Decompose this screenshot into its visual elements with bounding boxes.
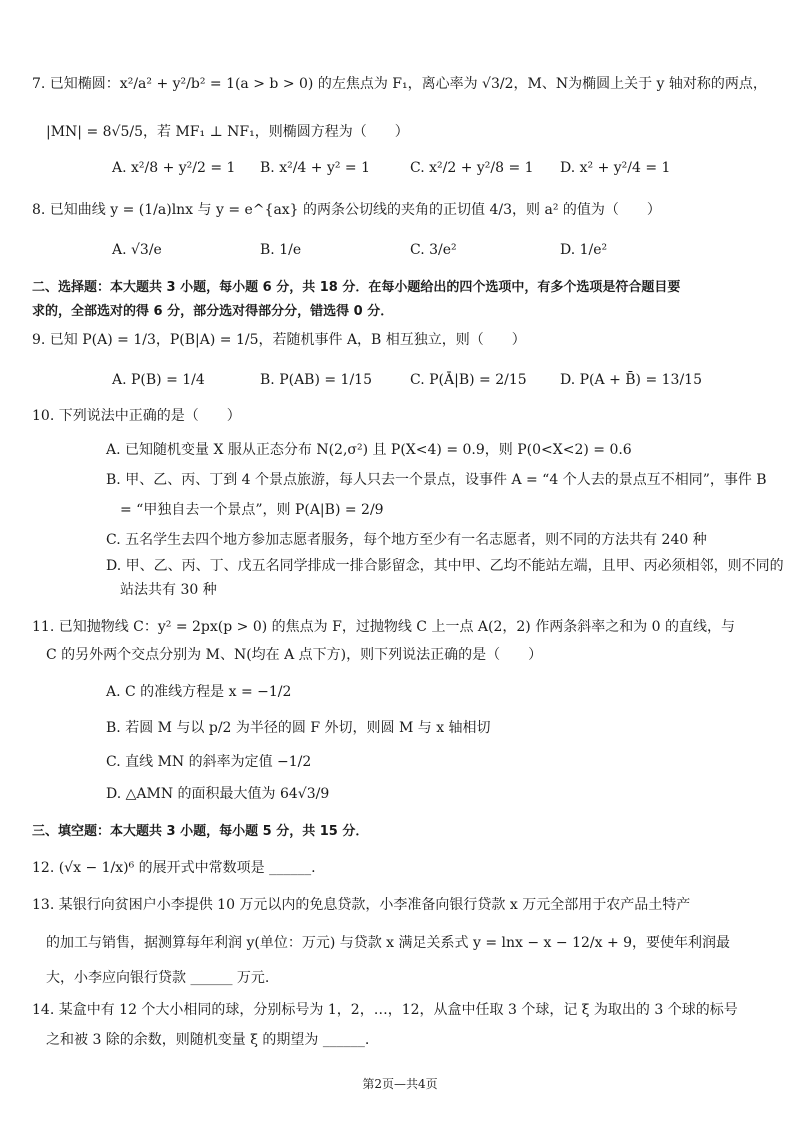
q11-option-a: A. C 的准线方程是 x = −1/2 xyxy=(106,684,292,700)
page-footer: 第2页—共4页 xyxy=(362,1077,438,1091)
q7-stem-line1: 7. 已知椭圆：x²/a² + y²/b² = 1(a > b > 0) 的左焦点为 F₁，离心率为 √3/2，M、N为椭圆上关于 y 轴对称的两点， xyxy=(32,76,767,92)
q11-stem-line1: 11. 已知抛物线 C：y² = 2px(p > 0) 的焦点为 F，过抛物线 C 上一点 A(2，2) 作两条斜率之和为 0 的直线，与 xyxy=(32,619,735,635)
q11-stem-line2: C 的另外两个交点分别为 M、N(均在 A 点下方)，则下列说法正确的是（ ） xyxy=(46,647,543,663)
q8-option-a: A. √3/e xyxy=(112,242,162,258)
section2-heading-line2: 求的，全部选对的得 6 分，部分选对得部分分，错选得 0 分． xyxy=(32,304,394,319)
section2-heading-line1: 二、选择题：本大题共 3 小题，每小题 6 分，共 18 分．在每小题给出的四个选项中，有多个选项是符合题目要 xyxy=(32,280,681,295)
q10-option-d-line1: D. 甲、乙、丙、丁、戊五名同学排成一排合影留念，其中甲、乙均不能站左端，且甲、丙必须相邻，则不同的 xyxy=(106,558,784,574)
q9-option-a: A. P(B) = 1/4 xyxy=(112,372,205,388)
section3-heading: 三、填空题：本大题共 3 小题，每小题 5 分，共 15 分． xyxy=(32,824,369,839)
q8-option-c: C. 3/e² xyxy=(410,242,457,258)
q10-option-a: A. 已知随机变量 X 服从正态分布 N(2,σ²) 且 P(X<4) = 0.9，则 P(0<X<2) = 0.6 xyxy=(106,442,632,458)
q12-stem: 12. (√x − 1/x)⁶ 的展开式中常数项是 ______. xyxy=(32,860,316,876)
q8-option-d: D. 1/e² xyxy=(560,242,608,258)
q10-stem-line1: 10. 下列说法中正确的是（ ） xyxy=(32,408,241,424)
q13-stem-line3: 大，小李应向银行贷款 ______ 万元. xyxy=(46,970,270,986)
q7-stem-line2: |MN| = 8√5/5，若 MF₁ ⊥ NF₁，则椭圆方程为（ ） xyxy=(46,124,409,140)
q11-option-c: C. 直线 MN 的斜率为定值 −1/2 xyxy=(106,754,312,770)
q8-stem-line1: 8. 已知曲线 y = (1/a)lnx 与 y = e^{ax} 的两条公切线的夹角的正切值 4/3，则 a² 的值为（ ） xyxy=(32,202,661,218)
q9-option-b: B. P(AB) = 1/15 xyxy=(260,372,372,388)
q13-stem-line2: 的加工与销售，据测算每年利润 y(单位：万元) 与贷款 x 满足关系式 y = lnx − x − 12/x + 9，要使年利润最 xyxy=(46,935,731,951)
q7-option-a: A. x²/8 + y²/2 = 1 xyxy=(112,160,236,176)
q10-option-b-line2: = “甲独自去一个景点”，则 P(A|B) = 2/9 xyxy=(120,502,384,518)
q9-option-d: D. P(A + B̄) = 13/15 xyxy=(560,372,702,388)
q7-option-d: D. x² + y²/4 = 1 xyxy=(560,160,671,176)
q11-option-b: B. 若圆 M 与以 p/2 为半径的圆 F 外切，则圆 M 与 x 轴相切 xyxy=(106,720,491,736)
q7-option-c: C. x²/2 + y²/8 = 1 xyxy=(410,160,534,176)
q10-option-c: C. 五名学生去四个地方参加志愿者服务，每个地方至少有一名志愿者，则不同的方法共有 240 种 xyxy=(106,532,707,548)
q9-option-c: C. P(Ā|B) = 2/15 xyxy=(410,372,527,388)
q13-stem-line1: 13. 某银行向贫困户小李提供 10 万元以内的免息贷款，小李准备向银行贷款 x 万元全部用于农产品土特产 xyxy=(32,897,691,913)
q10-option-b-line1: B. 甲、乙、丙、丁到 4 个景点旅游，每人只去一个景点，设事件 A = “4 个人去的景点互不相同”，事件 B xyxy=(106,472,767,488)
q14-stem-line2: 之和被 3 除的余数，则随机变量 ξ 的期望为 ______. xyxy=(46,1032,370,1048)
q14-stem-line1: 14. 某盒中有 12 个大小相同的球，分别标号为 1，2，…，12，从盒中任取 3 个球，记 ξ 为取出的 3 个球的标号 xyxy=(32,1002,738,1018)
q9-stem-line1: 9. 已知 P(A) = 1/3，P(B|A) = 1/5，若随机事件 A，B 相互独立，则（ ） xyxy=(32,332,526,348)
q7-option-b: B. x²/4 + y² = 1 xyxy=(260,160,371,176)
q10-option-d-line2: 站法共有 30 种 xyxy=(120,582,217,598)
q11-option-d: D. △AMN 的面积最大值为 64√3/9 xyxy=(106,786,330,802)
q8-option-b: B. 1/e xyxy=(260,242,302,258)
